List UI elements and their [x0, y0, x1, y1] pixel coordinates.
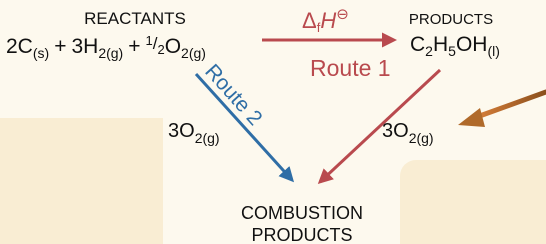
- enthalpy-subscript: f: [316, 20, 321, 35]
- route1-diagonal-arrow: [320, 70, 440, 182]
- oxygen-right-subscript: 2: [408, 130, 417, 146]
- ethanol-h: H: [432, 33, 449, 56]
- oxygen-fraction-slash: /: [152, 34, 158, 53]
- plus-sign-2: +: [128, 35, 141, 58]
- plus-sign-1: +: [54, 35, 67, 58]
- oxygen-left-coefficient: 3O: [168, 120, 195, 142]
- oxygen-right-state: (g): [416, 130, 434, 146]
- oxygen-left-subscript: 2: [194, 130, 203, 146]
- route1-label: Route 1: [310, 55, 391, 81]
- oxygen-subscript: 2: [181, 45, 189, 61]
- carbon-state: (s): [32, 45, 50, 61]
- combustion-products-line1: COMBUSTION: [240, 203, 364, 223]
- ethanol-c: C: [410, 33, 426, 56]
- enthalpy-formation-label: [302, 6, 349, 35]
- hydrogen-state: (g): [106, 45, 124, 61]
- oxygen-term: O: [164, 35, 182, 58]
- enthalpy-symbol: H: [320, 8, 337, 33]
- pointer-arrow: [458, 92, 546, 127]
- oxygen-right-coefficient: 3O: [382, 120, 409, 142]
- oxygen-left-state: (g): [202, 130, 220, 146]
- ethanol-c-subscript: 2: [425, 43, 433, 59]
- enthalpy-delta: Δ: [302, 8, 317, 33]
- oxygen-label-left: [168, 120, 220, 146]
- carbon-term: 2C: [6, 35, 33, 58]
- products-heading: PRODUCTS: [408, 11, 494, 28]
- hydrogen-term: 3H: [71, 35, 99, 58]
- standard-state-symbol: ⊖: [336, 6, 349, 23]
- oxygen-fraction-denominator: 2: [157, 42, 165, 57]
- combustion-products-line2: PRODUCTS: [251, 225, 353, 244]
- oxygen-label-right: [382, 120, 434, 146]
- oxygen-state: (g): [188, 45, 206, 61]
- ethanol-state: (l): [487, 43, 500, 59]
- hydrogen-subscript: 2: [98, 45, 107, 61]
- route2-label: Route 2: [200, 59, 267, 131]
- ethanol-h-subscript: 5: [448, 43, 456, 59]
- reactants-heading: REACTANTS: [84, 9, 186, 28]
- ethanol-formula: [410, 33, 500, 59]
- ethanol-oh: OH: [455, 33, 488, 56]
- oxygen-fraction-numerator: 1: [145, 33, 153, 48]
- reactants-equation: [6, 33, 206, 61]
